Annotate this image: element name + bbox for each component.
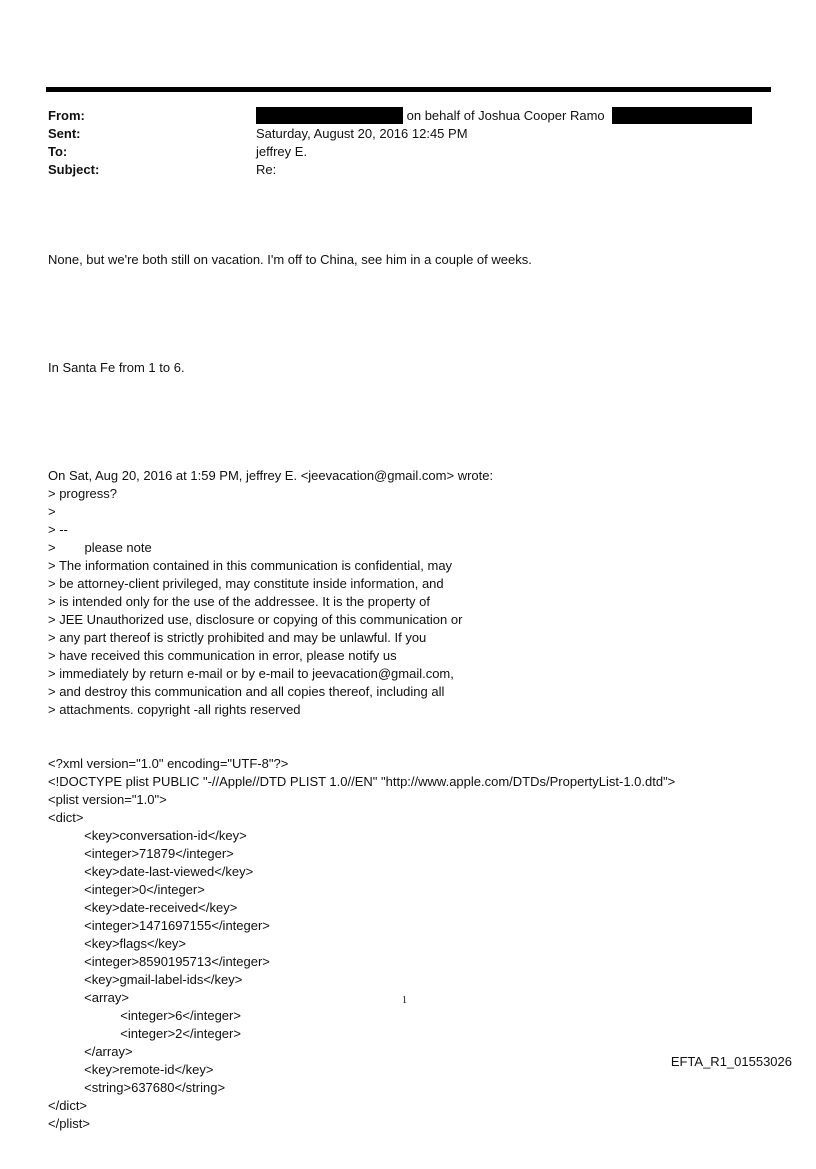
quoted-line: > immediately by return e-mail or by e-mail to jeevacation@gmail.com,: [48, 666, 454, 681]
plist-line: <integer>2</integer>: [48, 1026, 241, 1041]
quoted-line: > any part thereof is strictly prohibited and may be unlawful. If you: [48, 630, 427, 645]
to-value: jeffrey E.: [256, 144, 308, 159]
quoted-line: > attachments. copyright -all rights reserved: [48, 702, 301, 717]
quoted-line: > have received this communication in error, please notify us: [48, 648, 397, 663]
plist-line: <key>conversation-id</key>: [48, 828, 247, 843]
quoted-line: > --: [48, 522, 68, 537]
plist-line: <integer>1471697155</integer>: [48, 918, 270, 933]
quoted-line: > progress?: [48, 486, 118, 501]
quoted-line: > please note: [48, 540, 152, 555]
plist-line: <!DOCTYPE plist PUBLIC "-//Apple//DTD PLIST 1.0//EN" "http://www.apple.com/DTDs/PropertyList-1.0.dtd">: [48, 774, 676, 789]
from-value: [256, 107, 752, 125]
plist-line: <key>remote-id</key>: [48, 1062, 214, 1077]
plist-line: <key>date-received</key>: [48, 900, 238, 915]
quoted-line: >: [48, 504, 56, 519]
plist-line: <dict>: [48, 810, 84, 825]
subject-label: Subject:: [48, 162, 100, 177]
quoted-line: On Sat, Aug 20, 2016 at 1:59 PM, jeffrey E. <jeevacation@gmail.com> wrote:: [48, 468, 494, 483]
plist-block: [48, 755, 768, 1133]
plist-line: <key>date-last-viewed</key>: [48, 864, 254, 879]
sent-label: Sent:: [48, 126, 81, 141]
top-divider: [46, 87, 771, 92]
from-sender-text: on behalf of Joshua Cooper Ramo: [406, 108, 605, 123]
from-label: From:: [48, 108, 85, 123]
plist-line: </array>: [48, 1044, 133, 1059]
quoted-line: > JEE Unauthorized use, disclosure or copying of this communication or: [48, 612, 463, 627]
quoted-message: [48, 467, 768, 719]
plist-line: <integer>71879</integer>: [48, 846, 234, 861]
plist-line: <integer>6</integer>: [48, 1008, 241, 1023]
plist-line: <key>gmail-label-ids</key>: [48, 972, 243, 987]
message-body: [48, 215, 768, 1169]
plist-line: <key>flags</key>: [48, 936, 187, 951]
body-line: None, but we're both still on vacation. I'm off to China, see him in a couple of weeks.: [48, 252, 532, 267]
plist-line: <array>: [48, 990, 129, 1005]
subject-value: Re:: [256, 162, 277, 177]
quoted-line: > be attorney-client privileged, may constitute inside information, and: [48, 576, 444, 591]
plist-line: </plist>: [48, 1116, 90, 1131]
plist-line: <plist version="1.0">: [48, 792, 167, 807]
sent-value: Saturday, August 20, 2016 12:45 PM: [256, 126, 468, 141]
body-line: In Santa Fe from 1 to 6.: [48, 360, 185, 375]
plist-line: <?xml version="1.0" encoding="UTF-8"?>: [48, 756, 289, 771]
quoted-line: > is intended only for the use of the addressee. It is the property of: [48, 594, 430, 609]
page-number: 1: [402, 995, 407, 1006]
plist-line: <string>637680</string>: [48, 1080, 226, 1095]
plist-line: <integer>0</integer>: [48, 882, 205, 897]
document-id: EFTA_R1_01553026: [670, 1054, 792, 1069]
to-label: To:: [48, 144, 68, 159]
plist-line: <integer>8590195713</integer>: [48, 954, 270, 969]
redaction-block: [256, 107, 403, 124]
quoted-line: > The information contained in this communication is confidential, may: [48, 558, 453, 573]
quoted-line: > and destroy this communication and all copies thereof, including all: [48, 684, 445, 699]
redaction-block: [612, 107, 752, 124]
plist-line: </dict>: [48, 1098, 88, 1113]
